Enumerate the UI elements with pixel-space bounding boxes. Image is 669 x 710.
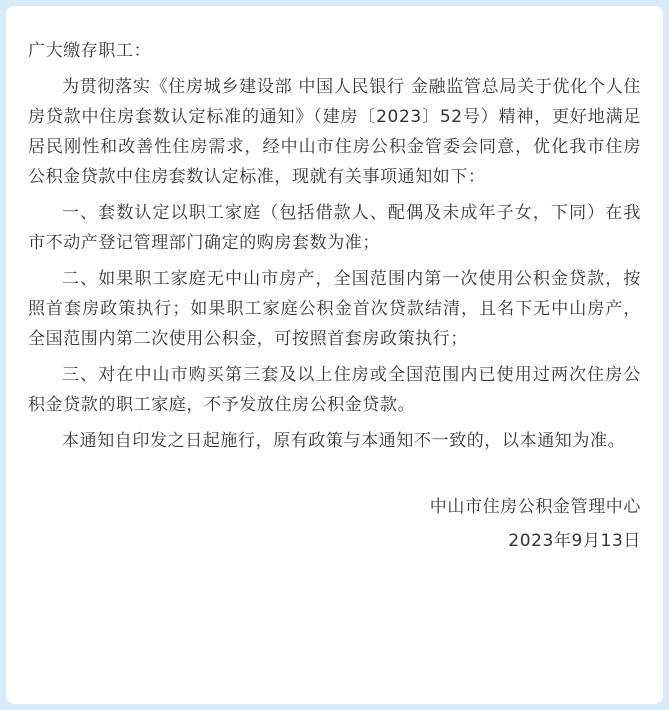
issue-date: 2023年9月13日 (508, 531, 641, 551)
item-one-paragraph: 一、套数认定以职工家庭（包括借款人、配偶及未成年子女，下同）在我市不动产登记管理部门确定的购房套数为准； (28, 203, 641, 253)
item-three-paragraph: 三、对在中山市购买第三套及以上住房或全国范围内已使用过两次住房公积金贷款的职工家庭，不予发放住房公积金贷款。 (28, 365, 641, 415)
salutation: 广大缴存职工： (28, 41, 152, 61)
notice-card (6, 6, 663, 704)
intro-paragraph: 为贯彻落实《住房城乡建设部 中国人民银行 金融监管总局关于优化个人住房贷款中住房套数认定标准的通知》（建房〔2023〕52号）精神，更好地满足居民刚性和改善性住房需求，经中山市住房公积金管委会同意，优化我市住房公积金贷款中住房套数认定标准，现就有关事项通知如下： (28, 77, 641, 187)
effective-paragraph: 本通知自印发之日起施行，原有政策与本通知不一致的，以本通知为准。 (62, 431, 626, 451)
item-two-paragraph: 二、如果职工家庭无中山市房产，全国范围内第一次使用公积金贷款，按照首套房政策执行；如果职工家庭公积金首次贷款结清，且名下无中山房产，全国范围内第二次使用公积金，可按照首套房政策执行； (28, 269, 641, 349)
issuer-name: 中山市住房公积金管理中心 (429, 497, 641, 517)
signature-block (28, 490, 641, 558)
